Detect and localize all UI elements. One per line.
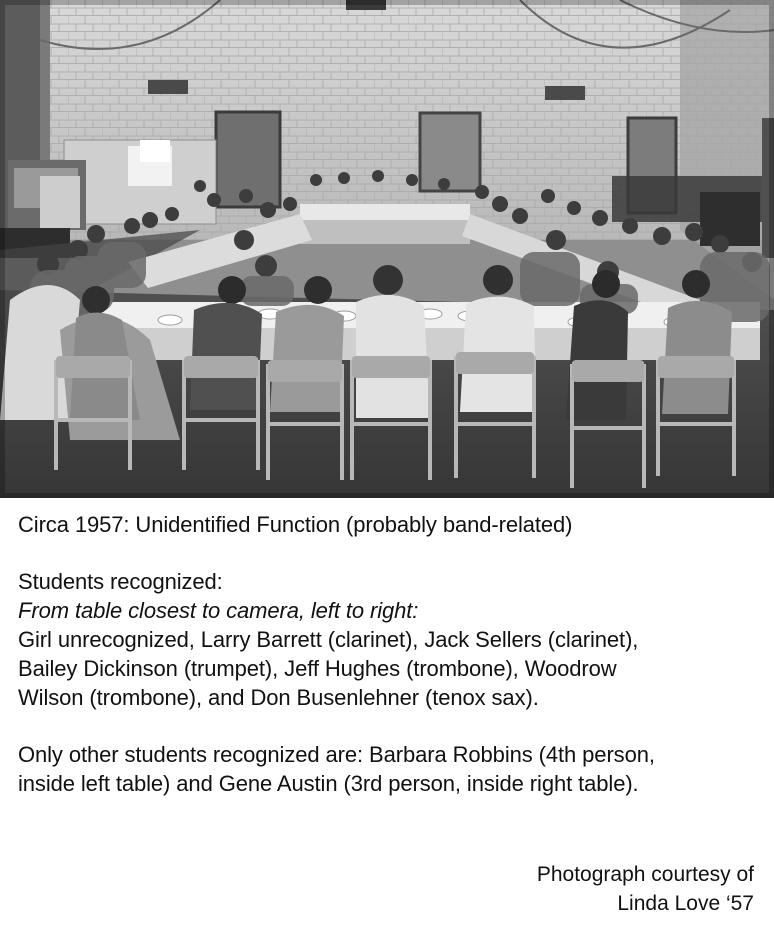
caption-heading: Students recognized: [18,569,223,594]
credit-line-1: Photograph courtesy of [536,863,754,886]
caption-subheading: From table closest to camera, left to right: [18,598,419,623]
names-line-2: Bailey Dickinson (trumpet), Jeff Hughes (trombone), Woodrow [18,656,617,681]
names-line-1: Girl unrecognized, Larry Barrett (clarinet), Jack Sellers (clarinet), [18,627,639,652]
names-line-3: Wilson (trombone), and Don Busenlehner (tenox sax). [18,685,539,710]
caption-title: Circa 1957: Unidentified Function (probably band-related) [18,512,573,537]
others-line-1: Only other students recognized are: Barbara Robbins (4th person, [18,742,655,767]
others-line-2: inside left table) and Gene Austin (3rd person, inside right table). [18,771,639,796]
credit-line-2: Linda Love ‘57 [617,892,754,915]
caption-block [18,510,762,798]
back-table [300,204,470,220]
photo-credit [537,860,754,918]
